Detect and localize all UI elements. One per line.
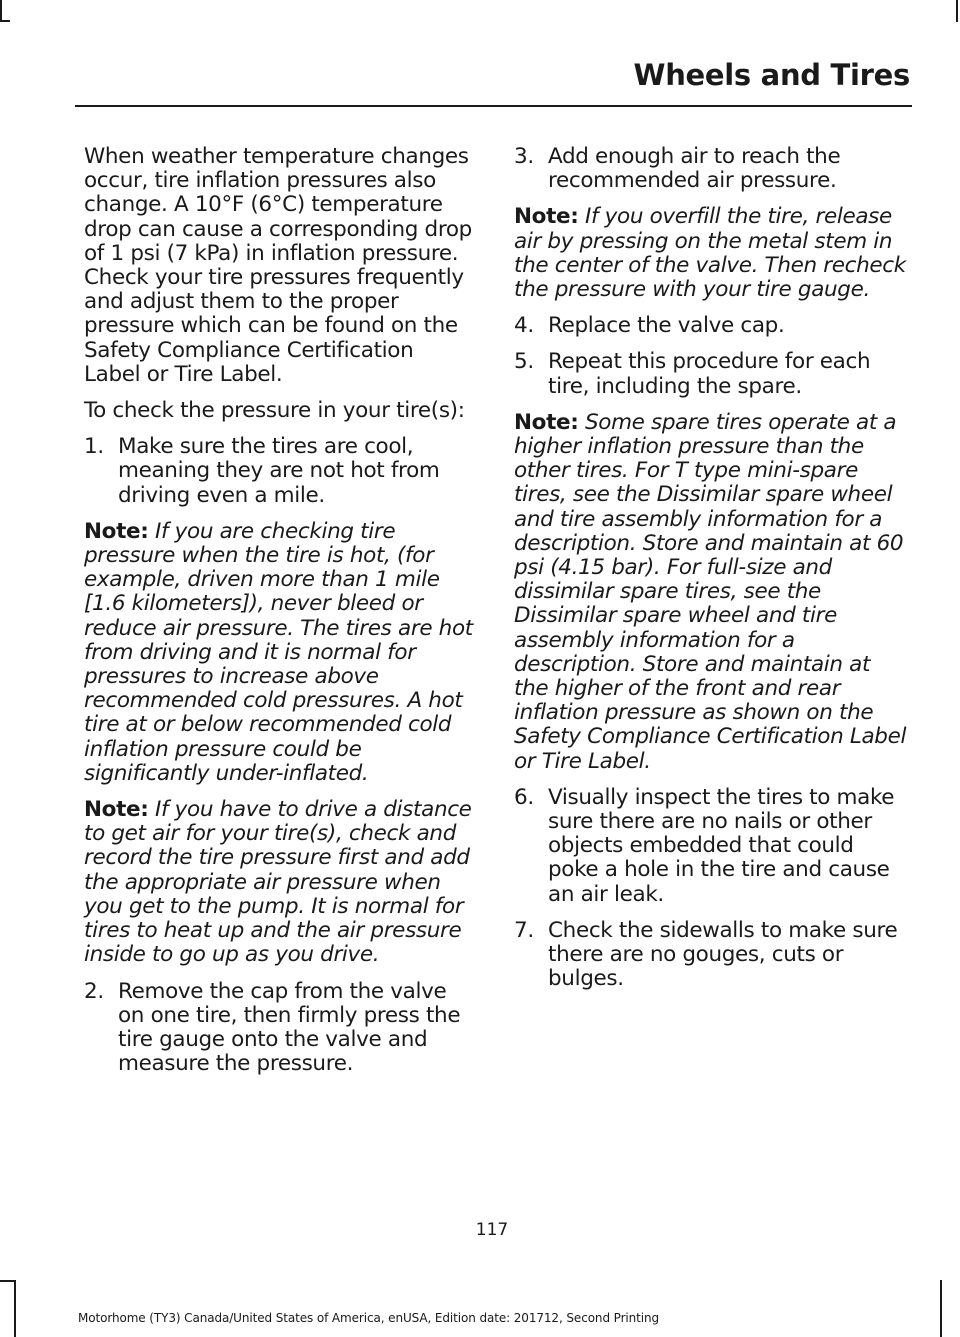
note-text: If you have to drive a distance to get air for your tire(s), check and record the tire pressure first and add the appropriate air pressure when you get to the pump. It is normal for tires to heat up and the air pressure inside to go up as you drive.	[84, 797, 472, 968]
note	[514, 205, 908, 302]
paragraph: When weather temperature changes occur, tire inflation pressures also change. A 10°F (6°C) temperature drop can cause a corresponding drop of 1 psi (7 kPa) in inflation pressure. Check your tire pressures frequently and adjust them to the proper pressure which can be found on the Safety Compliance Certification Label or Tire Label.	[84, 144, 472, 387]
note-label: Note:	[84, 797, 149, 823]
note	[514, 411, 908, 774]
note-label: Note:	[514, 409, 579, 435]
note-text: Some spare tires operate at a higher inflation pressure than the other tires. For T type mini-spare tires, see the Dissimilar spare wheel and tire assembly information for a description. Store and maintain at 60 psi (4.15 bar). For full-size and dissimilar spare tires, see the Dissimilar spare wheel and tire assembly information for a description. Store and maintain at the higher of the front and rear inflation pressure as shown on the Safety Compliance Certification Label or Tire Label.	[514, 409, 907, 774]
list-text: Remove the cap from the valve on one tire, then firmly press the tire gauge onto the valve and measure the pressure.	[118, 978, 461, 1077]
list-text: Make sure the tires are cool, meaning they are not hot from driving even a mile.	[118, 434, 440, 508]
list-item	[514, 786, 908, 907]
note-label: Note:	[84, 518, 149, 544]
footer-text: Motorhome (TY3) Canada/United States of America, enUSA, Edition date: 201712, Second Printing	[78, 1311, 660, 1325]
list-text: Repeat this procedure for each tire, including the spare.	[548, 349, 871, 399]
list-item	[514, 350, 908, 398]
list-number: 7.	[514, 917, 534, 943]
crop-mark	[956, 0, 958, 22]
crop-mark	[0, 0, 2, 22]
note-text: If you are checking tire pressure when the tire is hot, (for example, driven more than 1 mile [1.6 kilometers]), never bleed or reduce air pressure. The tires are hot from driving and it is normal for pressures to increase above recommended cold pressures. A hot tire at or below recommended cold inflation pressure could be significantly under-inflated.	[84, 518, 473, 786]
note-text: If you overfill the tire, release air by pressing on the metal stem in the center of the valve. Then recheck the pressure with your tire gauge.	[514, 204, 906, 303]
header-divider	[75, 105, 912, 107]
list-item	[514, 145, 908, 193]
list-number: 6.	[514, 784, 534, 810]
list-number: 3.	[514, 144, 534, 169]
note-label: Note:	[514, 204, 579, 230]
note	[84, 520, 476, 786]
note	[84, 798, 476, 967]
crop-mark	[940, 1280, 942, 1337]
list-item	[514, 314, 908, 338]
list-text: Visually inspect the tires to make sure there are no nails or other objects embedded that could poke a hole in the tire and cause an air leak.	[548, 784, 895, 907]
list-number: 2.	[84, 978, 104, 1004]
crop-mark	[14, 1280, 16, 1337]
page-title: Wheels and Tires	[633, 58, 910, 92]
list-item	[84, 980, 476, 1077]
list-text: Add enough air to reach the recommended air pressure.	[548, 144, 841, 194]
list-number: 4.	[514, 313, 534, 339]
list-text: Check the sidewalls to make sure there are no gouges, cuts or bulges.	[548, 917, 898, 992]
list-item	[514, 919, 908, 992]
left-column	[84, 145, 476, 1088]
list-text: Replace the valve cap.	[548, 313, 785, 339]
page-number: 117	[475, 1220, 509, 1240]
list-number: 1.	[84, 434, 104, 460]
paragraph: To check the pressure in your tire(s):	[84, 398, 465, 424]
list-number: 5.	[514, 349, 534, 375]
list-item	[84, 435, 476, 508]
crop-mark	[0, 20, 10, 22]
right-column	[514, 145, 908, 1004]
